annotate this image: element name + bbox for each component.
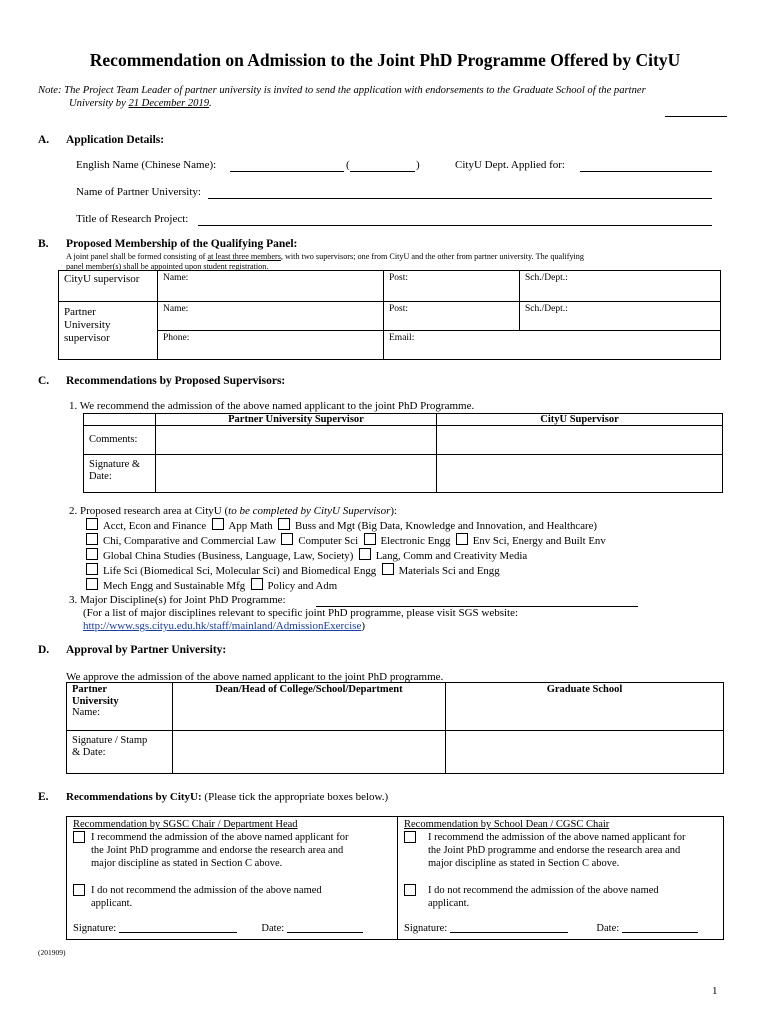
cityu-supervisor-label: CityU supervisor [59, 271, 158, 302]
col-cityu-supervisor: CityU Supervisor [437, 414, 723, 426]
left-head: Recommendation by SGSC Chair / Department Head [73, 819, 298, 830]
section-a-letter: A. [38, 134, 50, 146]
area-materials-sci: Materials Sci and Engg [398, 565, 500, 577]
left-recommend-l1: I recommend the admission of the above named applicant for [91, 832, 349, 843]
section-b-desc-post: , with two supervisors; one from CityU and the other from partner university. The qualifying [280, 252, 584, 261]
note-line1: Note: The Project Team Leader of partner university is invited to send the application with endorsements to the Graduate School of the partner [38, 85, 646, 96]
area-computer-sci: Computer Sci [298, 535, 359, 547]
partner-supervisor-l2: University [64, 319, 111, 331]
sgs-website-link[interactable]: http://www.sgs.cityu.edu.hk/staff/mainland/AdmissionExercise [83, 620, 362, 632]
item3-line2: (For a list of major disciplines relevant to specific joint PhD programme, please visit SGS website: [83, 607, 519, 619]
area-row [86, 533, 606, 548]
left-date-label: Date: [261, 923, 285, 934]
checkbox-mech-engg[interactable] [86, 578, 98, 590]
section-c-title: Recommendations by Proposed Supervisors: [66, 375, 286, 387]
right-date-label: Date: [596, 923, 620, 934]
area-acct: Acct, Econ and Finance [103, 520, 207, 532]
left-not-recommend-checkbox[interactable] [73, 884, 85, 896]
cityu-rec-table [66, 816, 724, 940]
item3-close: ) [361, 620, 365, 632]
area-row [86, 548, 606, 563]
english-name-label: English Name (Chinese Name): [76, 159, 217, 171]
section-b-title: Proposed Membership of the Qualifying Panel: [66, 238, 298, 250]
section-c-letter: C. [38, 375, 50, 387]
area-row [86, 578, 606, 593]
cityu-name-cell[interactable]: Name: [158, 271, 384, 302]
area-mech-engg: Mech Engg and Sustainable Mfg [103, 580, 246, 592]
area-app-math: App Math [228, 520, 273, 532]
partner-univ-field[interactable] [208, 198, 712, 199]
partner-post-cell[interactable]: Post: [384, 302, 520, 331]
partner-signature-cell[interactable] [156, 455, 437, 493]
note-line2-pre: University by [69, 98, 129, 109]
partner-approval-table [66, 682, 724, 774]
sig-stamp-l1: Signature / Stamp [72, 735, 148, 746]
area-policy-adm: Policy and Adm [267, 580, 338, 592]
partner-univ-name-label [67, 683, 173, 731]
panel-table [58, 270, 721, 360]
signature-stamp-label [67, 731, 173, 774]
left-not-recommend-l2: applicant. [91, 898, 133, 909]
right-signature-field[interactable] [450, 932, 568, 933]
area-electronic-engg: Electronic Engg [380, 535, 451, 547]
partner-supervisor-label [59, 302, 158, 360]
checkbox-chi-law[interactable] [86, 533, 98, 545]
english-name-field[interactable] [230, 171, 344, 172]
school-dean-box [398, 817, 724, 940]
right-recommend-l3: major discipline as stated in Section C above. [428, 858, 620, 869]
note-rule [665, 116, 727, 117]
partner-univ-label: Name of Partner University: [76, 186, 201, 198]
signature-label-l1: Signature & [89, 459, 141, 470]
section-d-intro: We approve the admission of the above named applicant to the joint PhD programme. [66, 671, 444, 683]
partner-name-cell[interactable]: Name: [158, 302, 384, 331]
item2-italic: to be completed by CityU Supervisor [228, 505, 391, 517]
checkbox-acct[interactable] [86, 518, 98, 530]
right-not-recommend-l2: applicant. [428, 898, 470, 909]
checkbox-global-china[interactable] [86, 548, 98, 560]
section-e-title: Recommendations by CityU: [66, 791, 202, 803]
rec-header-blank [84, 414, 156, 426]
section-b-desc [66, 252, 726, 272]
right-not-recommend-l1: I do not recommend the admission of the above named [428, 885, 659, 896]
col-dean-head[interactable]: Dean/Head of College/School/Department [173, 683, 446, 731]
item3-link-line [83, 620, 365, 632]
checkbox-materials-sci[interactable] [382, 563, 394, 575]
checkbox-life-sci[interactable] [86, 563, 98, 575]
item1-text: 1. We recommend the admission of the above named applicant to the joint PhD Programme. [69, 400, 475, 412]
left-date-field[interactable] [287, 932, 363, 933]
dean-signature-cell[interactable] [173, 731, 446, 774]
supervisor-rec-table [83, 413, 723, 493]
signature-label [84, 455, 156, 493]
partner-schdept-cell[interactable]: Sch./Dept.: [520, 302, 721, 331]
left-not-recommend-l1: I do not recommend the admission of the above named [91, 885, 322, 896]
partner-univ-l1: Partner [72, 684, 107, 695]
right-not-recommend-checkbox[interactable] [404, 884, 416, 896]
col-graduate-school[interactable]: Graduate School [446, 683, 724, 731]
sgsc-chair-box [67, 817, 398, 940]
chinese-name-field[interactable] [350, 171, 415, 172]
research-area-list [86, 518, 606, 593]
right-recommend-l2: the Joint PhD programme and endorse the research area and [428, 845, 681, 856]
item2-text [69, 505, 397, 517]
section-e-title-post: (Please tick the appropriate boxes below.) [201, 791, 389, 803]
right-recommend-l1: I recommend the admission of the above named applicant for [428, 832, 686, 843]
cityu-comments-cell[interactable] [437, 426, 723, 455]
area-row [86, 518, 606, 533]
section-b-desc-pre: A joint panel shall be formed consisting of [66, 252, 208, 261]
area-env-sci: Env Sci, Energy and Built Env [472, 535, 606, 547]
left-recommend-l3: major discipline as stated in Section C above. [91, 858, 283, 869]
area-life-sci: Life Sci (Biomedical Sci, Molecular Sci) and Biomedical Engg [103, 565, 377, 577]
section-e-letter: E. [38, 791, 49, 803]
deadline: 21 December 2019 [128, 98, 210, 109]
area-row [86, 563, 606, 578]
checkbox-electronic-engg[interactable] [364, 533, 376, 545]
cityu-schdept-cell[interactable]: Sch./Dept.: [520, 271, 721, 302]
research-title-field[interactable] [198, 225, 712, 226]
checkbox-lang-comm[interactable] [359, 548, 371, 560]
partner-email-cell[interactable]: Email: [384, 331, 721, 360]
item3-text: 3. Major Discipline(s) for Joint PhD Programme: [69, 594, 286, 606]
item2-post: ): [390, 505, 398, 517]
page-title: Recommendation on Admission to the Joint PhD Programme Offered by CityU [89, 50, 681, 70]
area-lang-comm: Lang, Comm and Creativity Media [375, 550, 528, 562]
checkbox-computer-sci[interactable] [281, 533, 293, 545]
section-b-desc-line2: panel member(s) shall be appointed upon student registration. [66, 262, 269, 271]
partner-supervisor-l3: supervisor [64, 332, 110, 344]
right-date-field[interactable] [622, 932, 698, 933]
paren-close: ) [416, 159, 420, 171]
dept-applied-label: CityU Dept. Applied for: [455, 159, 565, 171]
cityu-post-cell[interactable]: Post: [384, 271, 520, 302]
area-chi-law: Chi, Comparative and Commercial Law [103, 535, 277, 547]
area-global-china: Global China Studies (Business, Language, Law, Society) [103, 550, 354, 562]
partner-comments-cell[interactable] [156, 426, 437, 455]
left-recommend-l2: the Joint PhD programme and endorse the research area and [91, 845, 344, 856]
sig-stamp-l2: & Date: [72, 747, 106, 758]
partner-phone-cell[interactable]: Phone: [158, 331, 384, 360]
partner-univ-l2: University [72, 695, 119, 707]
comments-label: Comments: [84, 426, 156, 455]
left-signature-field[interactable] [119, 932, 237, 933]
checkbox-policy-adm[interactable] [251, 578, 263, 590]
section-d-letter: D. [38, 644, 50, 656]
signature-label-l2: Date: [89, 471, 112, 482]
right-head: Recommendation by School Dean / CGSC Chair [404, 819, 610, 830]
partner-univ-l3: Name: [72, 707, 100, 718]
research-title-label: Title of Research Project: [76, 213, 189, 225]
note [38, 84, 728, 110]
section-e-heading [66, 791, 388, 803]
paren-open: ( [346, 159, 350, 171]
right-recommend-checkbox[interactable] [404, 831, 416, 843]
note-line2-post: . [209, 98, 212, 109]
col-partner-supervisor: Partner University Supervisor [156, 414, 437, 426]
section-a-title: Application Details: [66, 134, 165, 146]
section-d-title: Approval by Partner University: [66, 644, 227, 656]
grad-signature-cell[interactable] [446, 731, 724, 774]
area-buss-mgt: Buss and Mgt (Big Data, Knowledge and Innovation, and Healthcare) [295, 520, 597, 532]
left-signature-label: Signature: [73, 923, 117, 934]
left-recommend-checkbox[interactable] [73, 831, 85, 843]
dept-applied-field[interactable] [580, 171, 712, 172]
cityu-signature-cell[interactable] [437, 455, 723, 493]
section-b-letter: B. [38, 238, 49, 250]
page-number: 1 [712, 985, 718, 997]
right-signature-label: Signature: [404, 923, 448, 934]
checkbox-app-math[interactable] [212, 518, 224, 530]
checkbox-buss-mgt[interactable] [278, 518, 290, 530]
item2-pre: 2. Proposed research area at CityU ( [69, 505, 229, 517]
partner-supervisor-l1: Partner [64, 306, 96, 318]
checkbox-env-sci[interactable] [456, 533, 468, 545]
form-code: (201909) [38, 948, 66, 957]
section-b-desc-u: at least three members [207, 252, 281, 261]
